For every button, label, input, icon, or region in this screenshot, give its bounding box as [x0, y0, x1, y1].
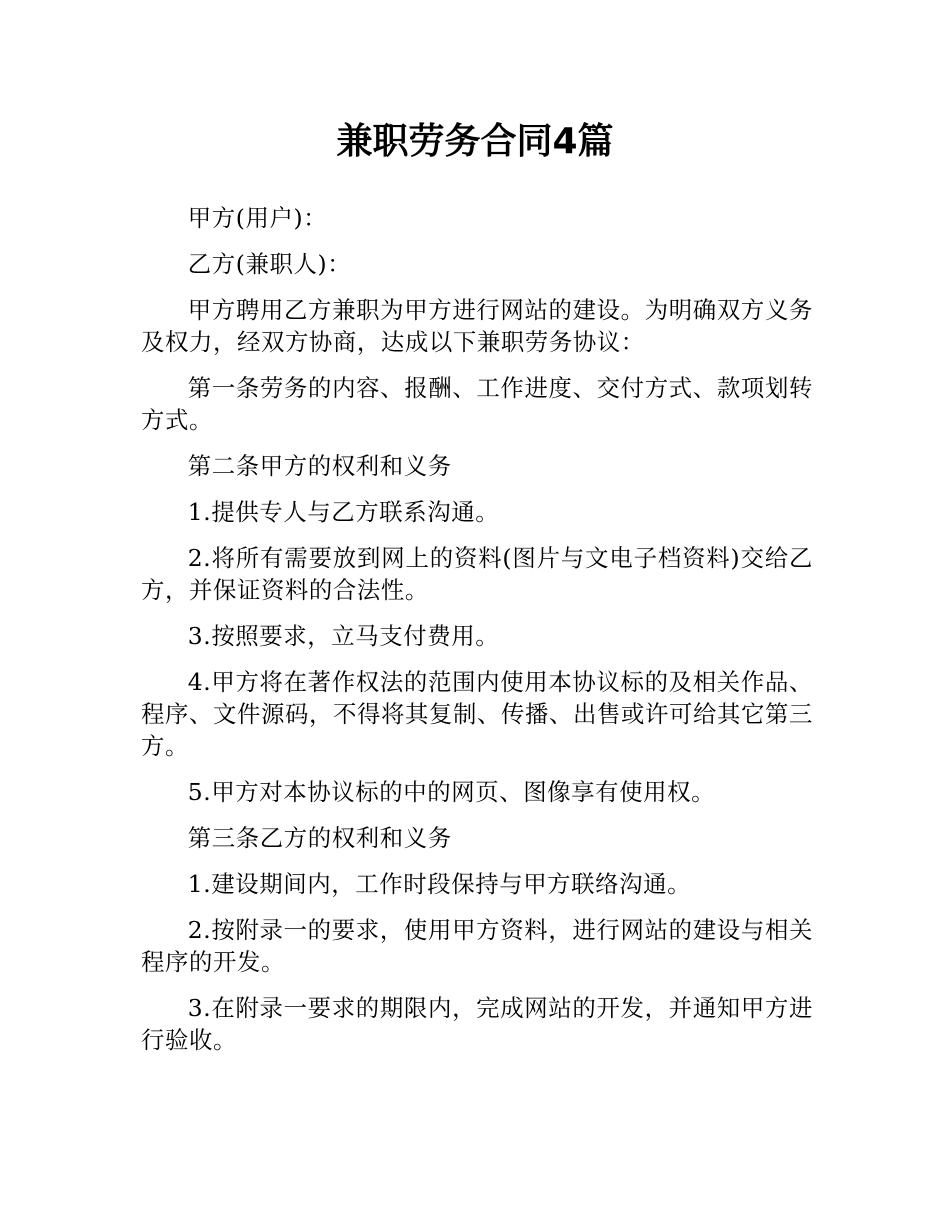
- article-2-heading: 第二条甲方的权利和义务: [187, 452, 452, 480]
- intro-paragraph: 甲方聘用乙方兼职为甲方进行网站的建设。为明确双方义务及权力，经双方协商，达成以下兼职劳务协议：: [141, 296, 813, 356]
- article-3-heading: 第三条乙方的权利和义务: [187, 824, 452, 852]
- article-2-item: 1.提供专人与乙方联系沟通。: [187, 498, 500, 526]
- article-3-item: 1.建设期间内，工作时段保持与甲方联络沟通。: [187, 870, 692, 898]
- party-b-line: 乙方(兼职人)：: [187, 250, 352, 278]
- document-title: 兼职劳务合同4篇: [336, 121, 614, 162]
- article-3-item: 2.按附录一的要求，使用甲方资料，进行网站的建设与相关程序的开发。: [141, 916, 813, 976]
- party-a-line: 甲方(用户)：: [187, 204, 328, 232]
- article-3-item: 3.在附录一要求的期限内，完成网站的开发，并通知甲方进行验收。: [141, 994, 813, 1054]
- article-1: 第一条劳务的内容、报酬、工作进度、交付方式、款项划转方式。: [141, 374, 813, 434]
- article-2-item: 3.按照要求，立马支付费用。: [187, 622, 500, 650]
- article-2-item: 2.将所有需要放到网上的资料(图片与文电子档资料)交给乙方，并保证资料的合法性。: [141, 544, 813, 604]
- article-2-item: 4.甲方将在著作权法的范围内使用本协议标的及相关作品、程序、文件源码，不得将其复制、传播、出售或许可给其它第三方。: [141, 668, 813, 760]
- article-2-item: 5.甲方对本协议标的中的网页、图像享有使用权。: [187, 778, 716, 806]
- document-body: [141, 202, 813, 1070]
